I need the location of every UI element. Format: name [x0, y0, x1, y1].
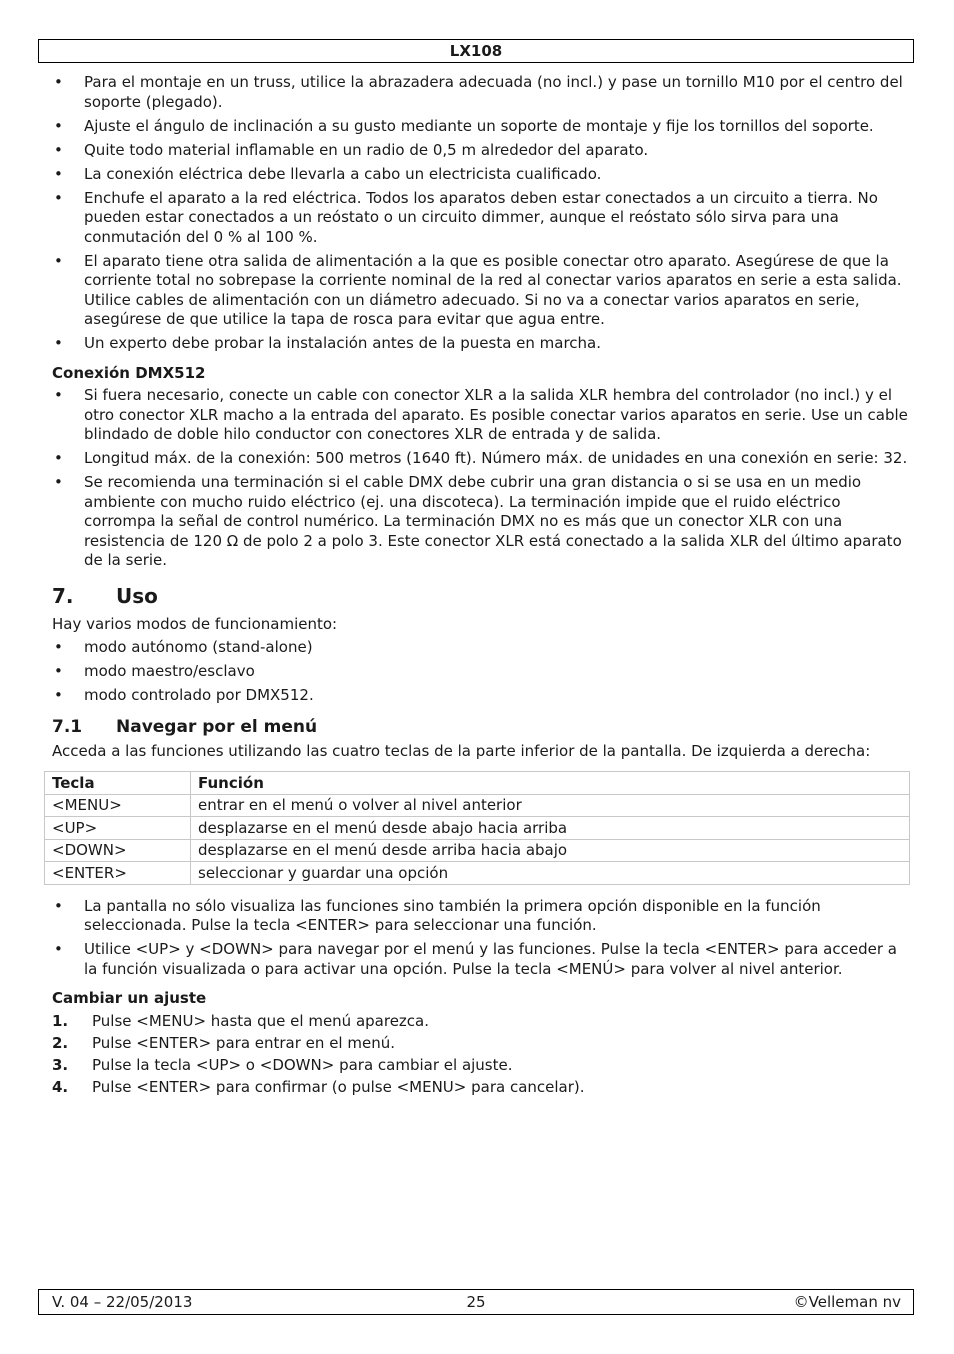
- change-setting-heading: Cambiar un ajuste: [52, 989, 207, 1007]
- modes-list: [52, 638, 908, 706]
- list-item: • La pantalla no sólo visualiza las funciones sino también la primera opción disponible en la función seleccionada. Pulse la tecla <ENTER> para seleccionar una función.: [52, 897, 908, 936]
- list-item: [52, 1012, 908, 1032]
- step-text: Pulse <ENTER> para entrar en el menú.: [92, 1033, 395, 1052]
- list-item: • modo controlado por DMX512.: [52, 686, 908, 706]
- list-item: • Enchufe el aparato a la red eléctrica. Todos los aparatos deben estar conectados a un circuito a tierra. No pueden estar conectados a un reóstato o un circuito dimmer, aunque el reóstato sólo sirva para una conmutación del 0 % al 100 %.: [52, 189, 908, 248]
- table-cell: <DOWN>: [45, 839, 191, 862]
- menu-intro: Acceda a las funciones utilizando las cuatro teclas de la parte inferior de la pantalla. De izquierda a derecha:: [52, 741, 871, 760]
- list-item: • modo maestro/esclavo: [52, 662, 908, 682]
- list-item: [52, 1056, 908, 1076]
- step-number: 3.: [52, 1055, 69, 1074]
- list-item: • La conexión eléctrica debe llevarla a cabo un electricista cualificado.: [52, 165, 908, 185]
- menu-bullet-list: [52, 897, 908, 980]
- table-cell: entrar en el menú o volver al nivel anterior: [191, 794, 910, 817]
- table-cell: <MENU>: [45, 794, 191, 817]
- table-header-cell: Función: [191, 772, 910, 795]
- table-row: [45, 817, 910, 840]
- dmx-heading: Conexión DMX512: [52, 363, 206, 382]
- step-number: 1.: [52, 1011, 69, 1030]
- page-number: 25: [466, 1293, 486, 1311]
- step-number: 4.: [52, 1077, 69, 1096]
- table-cell: desplazarse en el menú desde abajo hacia arriba: [191, 817, 910, 840]
- list-item: • Un experto debe probar la instalación antes de la puesta en marcha.: [52, 334, 908, 354]
- table-row: [45, 839, 910, 862]
- table-row: [45, 794, 910, 817]
- list-item: • Ajuste el ángulo de inclinación a su gusto mediante un soporte de montaje y fije los tornillos del soporte.: [52, 117, 908, 137]
- table-header-row: [45, 772, 910, 795]
- table-cell: <ENTER>: [45, 862, 191, 885]
- list-item: • Se recomienda una terminación si el cable DMX debe cubrir una gran distancia o si se usa en un medio ambiente con mucho ruido eléctrico (ej. una discoteca). La terminación impide que el ruido eléctrico corrompa la señal de control numérico. La terminación DMX no es más que un conector XLR con una resistencia de 120 Ω de polo 2 a polo 3. Este conector XLR está conectado a la salida XLR del último aparato de la serie.: [52, 473, 908, 571]
- list-item: • Para el montaje en un truss, utilice la abrazadera adecuada (no incl.) y pase un tornillo M10 por el centro del soporte (plegado).: [52, 73, 908, 112]
- step-text: Pulse <ENTER> para confirmar (o pulse <MENU> para cancelar).: [92, 1077, 585, 1096]
- modes-intro: Hay varios modos de funcionamiento:: [52, 614, 338, 633]
- section-number: 7.: [52, 583, 74, 608]
- list-item: • Quite todo material inflamable en un radio de 0,5 m alrededor del aparato.: [52, 141, 908, 161]
- dmx-bullet-list: [52, 386, 908, 571]
- page-footer: [38, 1289, 914, 1315]
- list-item: • Si fuera necesario, conecte un cable con conector XLR a la salida XLR hembra del controlador (no incl.) y el otro conector XLR macho a la entrada del aparato. Es posible conectar varios aparatos en serie. Use un cable blindado de doble hilo conductor con conectores XLR de entrada y de salida.: [52, 386, 908, 445]
- keys-table: [44, 771, 910, 885]
- list-item: • Longitud máx. de la conexión: 500 metros (1640 ft). Número máx. de unidades en una conexión en serie: 32.: [52, 449, 908, 469]
- section-7-1-heading: [52, 716, 908, 738]
- page-header: [38, 39, 914, 63]
- table-header-cell: Tecla: [45, 772, 191, 795]
- change-setting-steps: [52, 1012, 908, 1098]
- step-text: Pulse <MENU> hasta que el menú aparezca.: [92, 1011, 430, 1030]
- table-cell: desplazarse en el menú desde arriba hacia abajo: [191, 839, 910, 862]
- step-number: 2.: [52, 1033, 69, 1052]
- copyright: ©Velleman nv: [793, 1293, 901, 1311]
- table-cell: seleccionar y guardar una opción: [191, 862, 910, 885]
- list-item: • modo autónomo (stand-alone): [52, 638, 908, 658]
- section-title: Uso: [116, 583, 158, 608]
- page-content: [52, 73, 908, 1100]
- section-title: Navegar por el menú: [116, 716, 318, 737]
- section-7-heading: [52, 583, 908, 609]
- list-item: [52, 1034, 908, 1054]
- list-item: [52, 1078, 908, 1098]
- section-number: 7.1: [52, 716, 83, 737]
- list-item: • El aparato tiene otra salida de alimentación a la que es posible conectar otro aparato. Asegúrese de que la corriente total no sobrepase la corriente nominal de la red al conectar varios aparatos en serie a esta salida. Utilice cables de alimentación con un diámetro adecuado. Si no va a conectar varios aparatos en serie, asegúrese de que utilice la tapa de rosca para evitar que agua entre.: [52, 252, 908, 330]
- step-text: Pulse la tecla <UP> o <DOWN> para cambiar el ajuste.: [92, 1055, 513, 1074]
- table-cell: <UP>: [45, 817, 191, 840]
- version-date: V. 04 – 22/05/2013: [52, 1293, 193, 1311]
- intro-bullet-list: [52, 73, 908, 354]
- table-row: [45, 862, 910, 885]
- list-item: • Utilice <UP> y <DOWN> para navegar por el menú y las funciones. Pulse la tecla <ENTER> para acceder a la función visualizada o para activar una opción. Pulse la tecla <MENÚ> para volver al nivel anterior.: [52, 940, 908, 979]
- model-name: LX108: [449, 42, 503, 60]
